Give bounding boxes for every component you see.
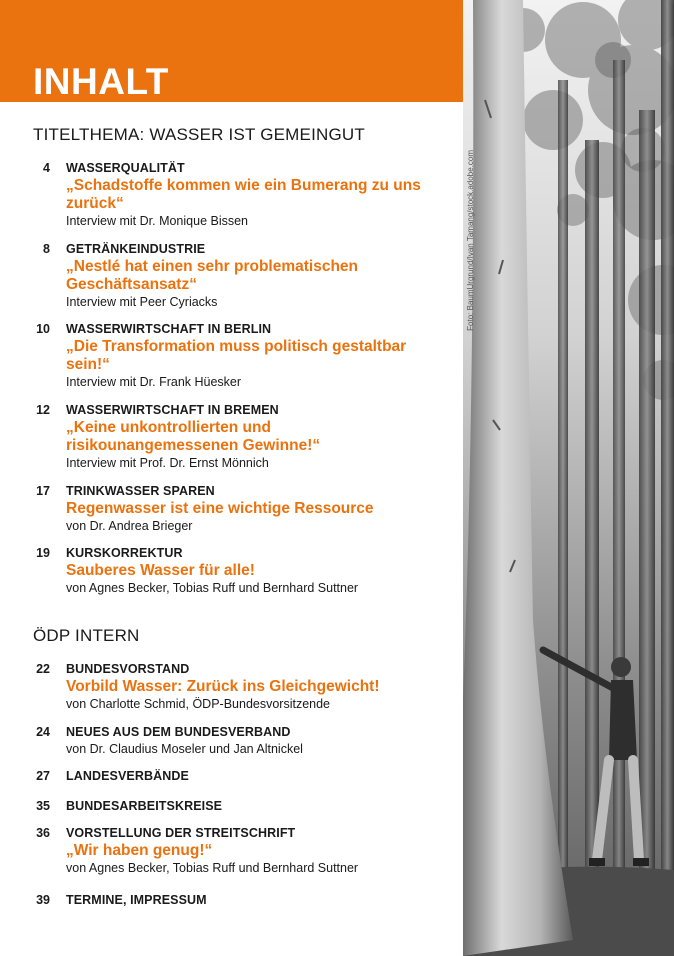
entry-kicker: GETRÄNKEINDUSTRIE <box>66 242 206 256</box>
photo-credit: Foto: BaumUrgrund/Ivan Tamang/stock.adobe.com <box>466 150 475 331</box>
page-number: 10 <box>36 322 50 336</box>
entry-byline: Interview mit Prof. Dr. Ernst Mönnich <box>66 456 269 470</box>
entry-headline: Regenwasser ist eine wichtige Ressource <box>66 500 374 517</box>
entry-byline: von Charlotte Schmid, ÖDP-Bundesvorsitzende <box>66 697 331 711</box>
forest-photo-icon <box>463 0 674 956</box>
entry-headline: „Die Transformation muss politisch gestaltbar sein!“ <box>66 338 407 373</box>
entry-byline: von Dr. Claudius Moseler und Jan Altnickel <box>66 742 303 756</box>
page-title: INHALT <box>33 61 169 102</box>
entry-byline: von Agnes Becker, Tobias Ruff und Bernhard Suttner <box>66 581 359 595</box>
forest-photo <box>463 0 674 956</box>
entry-kicker: WASSERQUALITÄT <box>66 161 185 175</box>
page-number: 8 <box>43 242 50 256</box>
entry-byline: von Dr. Andrea Brieger <box>66 519 193 533</box>
entry-headline: „Keine unkontrollierten und risikounangemessenen Gewinne!“ <box>66 419 321 454</box>
section-title-oedp-intern: ÖDP INTERN <box>33 626 140 645</box>
entry-kicker: TRINKWASSER SPAREN <box>66 484 215 498</box>
page-number: 17 <box>36 484 50 498</box>
entry-byline: Interview mit Dr. Frank Hüesker <box>66 375 242 389</box>
entry-headline: Sauberes Wasser für alle! <box>66 562 255 579</box>
entry-byline: von Agnes Becker, Tobias Ruff und Bernhard Suttner <box>66 861 359 875</box>
entry-byline: Interview mit Peer Cyriacks <box>66 295 218 309</box>
entry-kicker: KURSKORREKTUR <box>66 546 183 560</box>
page-number: 22 <box>36 662 50 676</box>
entry-kicker: NEUES AUS DEM BUNDESVERBAND <box>66 725 291 739</box>
entry-headline: „Wir haben genug!“ <box>66 842 213 859</box>
page-number: 27 <box>36 769 50 783</box>
page-number: 4 <box>43 161 50 175</box>
entry-kicker: WASSERWIRTSCHAFT IN BERLIN <box>66 322 272 336</box>
entry-kicker: VORSTELLUNG DER STREITSCHRIFT <box>66 826 296 840</box>
entry-kicker: TERMINE, IMPRESSUM <box>66 893 207 907</box>
entry-kicker: WASSERWIRTSCHAFT IN BREMEN <box>66 403 279 417</box>
page-number: 39 <box>36 893 50 907</box>
page-number: 12 <box>36 403 50 417</box>
entry-headline: „Schadstoffe kommen wie ein Bumerang zu uns zurück“ <box>66 177 421 212</box>
page-number: 36 <box>36 826 50 840</box>
page-number: 19 <box>36 546 50 560</box>
entry-byline: Interview mit Dr. Monique Bissen <box>66 214 249 228</box>
entry-headline: Vorbild Wasser: Zurück ins Gleichgewicht! <box>66 678 380 695</box>
entry-kicker: BUNDESVORSTAND <box>66 662 190 676</box>
page-number: 35 <box>36 799 50 813</box>
section-title-titelthema: TITELTHEMA: WASSER IST GEMEINGUT <box>33 125 365 144</box>
entry-kicker: BUNDESARBEITSKREISE <box>66 799 223 813</box>
page-number: 24 <box>36 725 50 739</box>
entry-kicker: LANDESVERBÄNDE <box>66 769 189 783</box>
entry-headline: „Nestlé hat einen sehr problematischen Geschäftsansatz“ <box>66 258 359 293</box>
